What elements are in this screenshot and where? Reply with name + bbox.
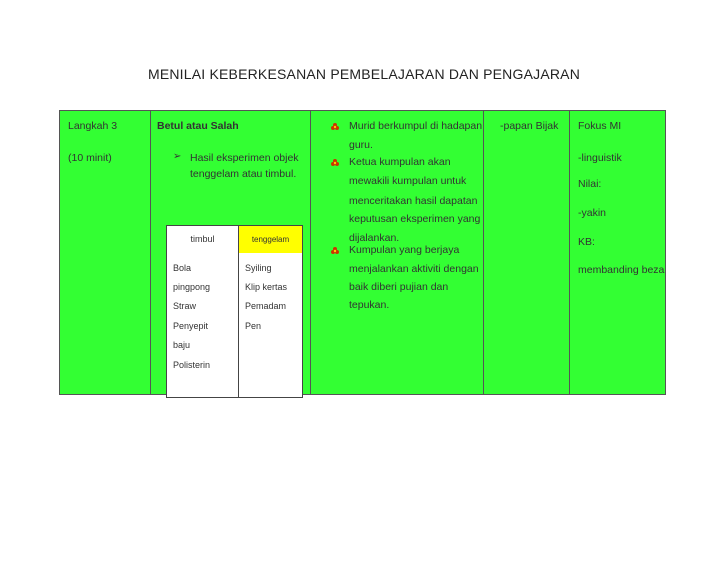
flower-bullet-icon	[331, 159, 339, 167]
procedure-line: menceritakan hasil dapatan	[349, 195, 478, 207]
float-sink-table	[166, 225, 303, 398]
header-timbul: timbul	[167, 226, 239, 253]
list-item: Pemadam	[245, 301, 287, 311]
notes-line: Nilai:	[578, 178, 602, 190]
column-divider	[310, 111, 311, 394]
list-item: Klip kertas	[245, 282, 288, 292]
notes-line: -linguistik	[578, 152, 622, 164]
list-item: Penyepit	[173, 321, 209, 331]
procedure-line: Ketua kumpulan akan	[349, 156, 451, 168]
list-item: Syiling	[245, 263, 272, 273]
list-item: Polisterin	[173, 360, 211, 370]
procedure-line: menjalankan aktiviti dengan	[349, 263, 479, 275]
column-divider	[569, 111, 570, 394]
activity-bullet-line: Hasil eksperimen objek	[190, 152, 299, 164]
duration-label: (10 minit)	[68, 152, 112, 164]
column-divider	[483, 111, 484, 394]
list-item: pingpong	[173, 282, 211, 292]
header-tenggelam: tenggelam	[239, 226, 302, 253]
teaching-aid: -papan Bijak	[500, 120, 559, 132]
list-item: Pen	[245, 321, 262, 331]
procedure-line: Murid berkumpul di hadapan	[349, 120, 483, 132]
procedure-line: baik diberi pujian dan	[349, 281, 449, 293]
column-divider	[150, 111, 151, 394]
procedure-line: keputusan eksperimen yang	[349, 213, 481, 225]
arrow-bullet-icon: ➢	[173, 151, 182, 162]
procedure-line: Kumpulan yang berjaya	[349, 244, 460, 256]
notes-line: membanding beza	[578, 264, 665, 276]
procedure-line: guru.	[349, 139, 373, 151]
list-item: Straw	[173, 301, 197, 311]
lesson-table	[59, 110, 666, 395]
procedure-line: tepukan.	[349, 299, 390, 311]
notes-line: -yakin	[578, 207, 607, 219]
activity-heading: Betul atau Salah	[157, 120, 239, 132]
procedure-line: mewakili kumpulan untuk	[349, 175, 467, 187]
tenggelam-column	[239, 253, 302, 397]
list-item: baju	[173, 340, 191, 350]
notes-line: KB:	[578, 236, 595, 248]
step-label: Langkah 3	[68, 120, 118, 132]
procedure-line: dijalankan.	[349, 232, 400, 244]
flower-bullet-icon	[331, 247, 339, 255]
flower-bullet-icon	[331, 123, 339, 131]
timbul-column	[167, 253, 239, 397]
list-item: Bola	[173, 263, 192, 273]
notes-line: Fokus MI	[578, 120, 622, 132]
page-title: MENILAI KEBERKESANAN PEMBELAJARAN DAN PENGAJARAN	[147, 66, 581, 82]
activity-bullet-line: tenggelam atau timbul.	[190, 168, 297, 180]
